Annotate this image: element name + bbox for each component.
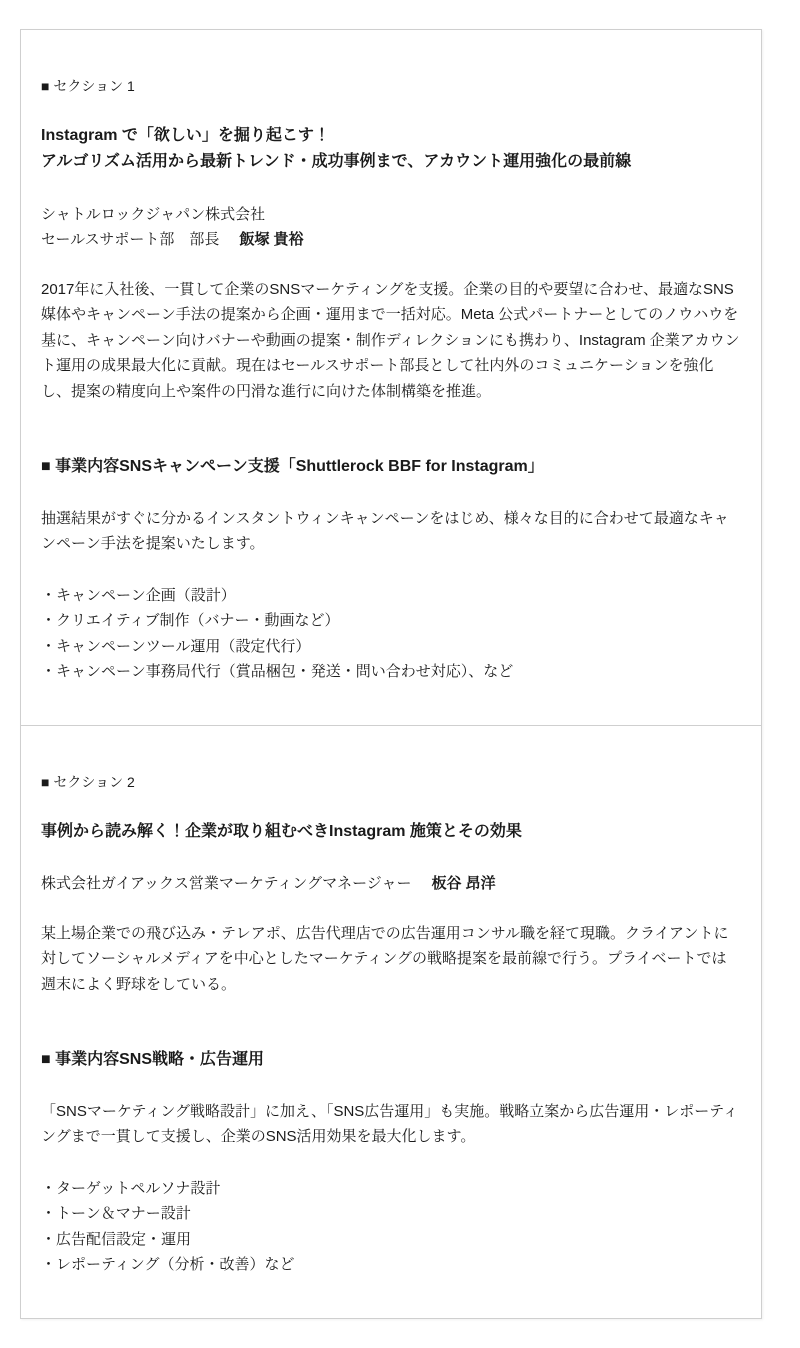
speaker-company: シャトルロックジャパン株式会社 bbox=[41, 205, 266, 223]
speaker-position-line bbox=[41, 227, 741, 253]
service-item: ・広告配信設定・運用 bbox=[41, 1230, 192, 1248]
session-title bbox=[41, 123, 741, 176]
speaker-name: 板谷 昂洋 bbox=[431, 875, 496, 893]
speaker-position-line bbox=[41, 871, 741, 897]
service-item: ・トーン＆マナー設計 bbox=[41, 1205, 191, 1223]
speaker-position: セールスサポート部 部長 bbox=[41, 231, 220, 249]
session-title-line-1: 事例から読み解く！企業が取り組むべきInstagram 施策とその効果 bbox=[41, 822, 522, 840]
session-title-line-1: Instagram で「欲しい」を掘り起こす！ bbox=[41, 127, 330, 144]
section-label: ■ セクション 1 bbox=[41, 78, 135, 94]
speaker-info bbox=[41, 871, 741, 897]
business-heading: ■ 事業内容SNSキャンペーン支援「Shuttlerock BBF for Instagram」 bbox=[41, 458, 544, 476]
session-title bbox=[41, 819, 741, 845]
speaker-info bbox=[41, 202, 741, 253]
speaker-profile: 某上場企業での飛び込み・テレアポ、広告代理店での広告運用コンサル職を経て現職。クライアントに対してソーシャルメディアを中心としたマーケティングの戦略提案を最前線で行う。プライベートでは週末によく野球をしている。 bbox=[41, 924, 729, 993]
service-item: ・レポーティング（分析・改善）など bbox=[41, 1256, 295, 1274]
service-item: ・キャンペーンツール運用（設定代行） bbox=[41, 637, 311, 655]
speaker-sections-card bbox=[20, 29, 762, 1319]
business-heading: ■ 事業内容SNS戦略・広告運用 bbox=[41, 1051, 265, 1069]
service-list bbox=[41, 1176, 741, 1278]
session-title-line-2: アルゴリズム活用から最新トレンド・成功事例まで、アカウント運用強化の最前線 bbox=[41, 153, 632, 171]
service-list bbox=[41, 583, 741, 685]
service-item: ・キャンペーン企画（設計） bbox=[41, 586, 236, 604]
business-intro: 「SNSマーケティング戦略設計」に加え、「SNS広告運用」も実施。戦略立案から広告運用・レポーティングまで一貫して支援し、企業のSNS活用効果を最大化します。 bbox=[41, 1102, 739, 1146]
speaker-name: 飯塚 貴裕 bbox=[239, 231, 304, 249]
section-1 bbox=[21, 30, 761, 725]
section-label: ■ セクション 2 bbox=[41, 773, 135, 790]
service-item: ・ターゲットペルソナ設計 bbox=[41, 1179, 221, 1197]
speaker-company-position: 株式会社ガイアックス営業マーケティングマネージャー bbox=[41, 875, 412, 893]
service-item: ・クリエイティブ制作（バナー・動画など） bbox=[41, 612, 340, 630]
section-2 bbox=[21, 725, 761, 1318]
business-intro: 抽選結果がすぐに分かるインスタントウィンキャンペーンをはじめ、様々な目的に合わせて最適なキャンペーン手法を提案いたします。 bbox=[41, 509, 729, 553]
service-item: ・キャンペーン事務局代行（賞品梱包・発送・問い合わせ対応）、など bbox=[41, 663, 514, 681]
speaker-profile: 2017年に入社後、一貫して企業のSNSマーケティングを支援。企業の目的や要望に合わせ、最適なSNS媒体やキャンペーン手法の提案から企画・運用まで一括対応。Meta 公式パートナーとしてのノウハウを基に、キャンペーン向けバナーや動画の提案・制作ディレクションにも携わり、Instagram 企業アカウント運用の成果最大化に貢献。現在はセールスサポート部長として社内外のコミュニケーションを強化し、提案の精度向上や案件の円滑な進行に向けた体制構築を推進。 bbox=[41, 280, 740, 400]
